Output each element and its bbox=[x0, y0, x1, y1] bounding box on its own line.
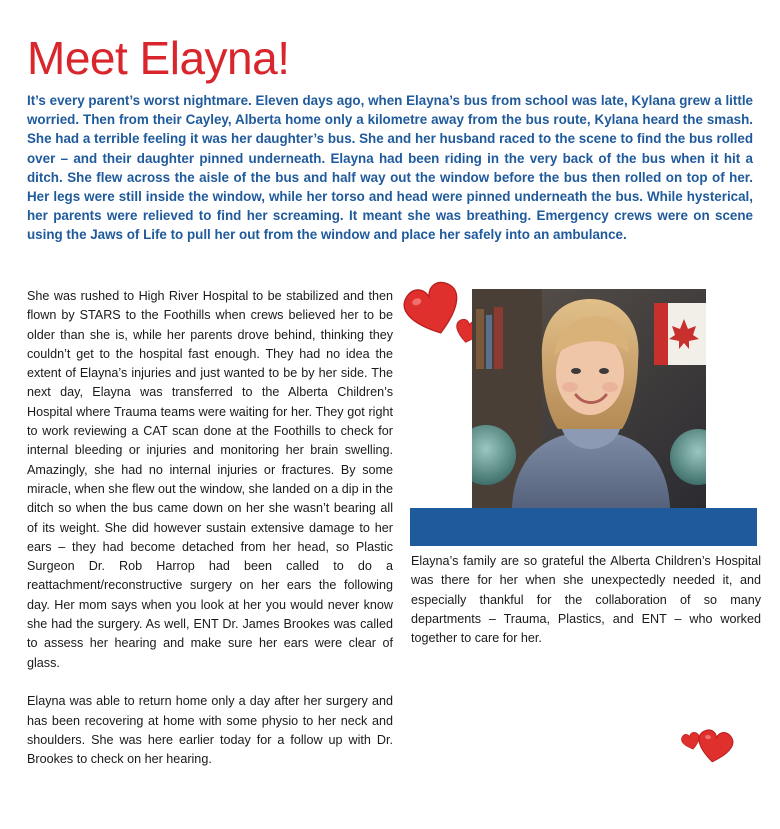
photo-caption-bar bbox=[410, 508, 757, 546]
heart-icon bbox=[694, 725, 736, 767]
body-paragraph-1: She was rushed to High River Hospital to be stabilized and then flown by STARS to the Foothills when crews believed her to be older than she is, while her parents drove behind, thinking they couldn’t get to the hospital fast enough. They had no idea the extent of Elayna’s injuries and just wanted to be by her side. The next day, Elayna was transferred to the Alberta Children’s Hospital where Trauma teams were waiting for her. They got right to work reviewing a CAT scan done at the Foothills to check for internal bleeding or injuries and monitoring her brain swelling. Amazingly, she had no internal injuries or fractures. By some miracle, when she flew out the window, she landed on a dip in the ditch so when the bus came down on her she wasn’t bearing all of its weight. She did however sustain extensive damage to her ears – they had become detached from her head, so Plastic Surgeon Dr. Rob Harrop had been called to do a reattachment/reconstructive surgery on her ears the following day. Her mom says when you look at her you would never know she had the surgery. As well, ENT Dr. James Brookes was called to assess her hearing and make sure her ears were clear of glass. bbox=[27, 289, 393, 670]
page-title: Meet Elayna! bbox=[27, 32, 290, 84]
portrait-illustration bbox=[472, 289, 706, 508]
lead-paragraph: It’s every parent’s worst nightmare. Eleven days ago, when Elayna’s bus from school was late, Kylana grew a little worried. Then from their Cayley, Alberta home only a kilometre away from the bus route, Kylana heard the smash. She had a terrible feeling it was her daughter’s bus. She and her husband raced to the scene to find the bus rolled over – and their daughter pinned underneath. Elayna had been riding in the very back of the bus when it hit a ditch. She flew across the aisle of the bus and half way out the window before the bus then rolled on top of her. Her legs were still inside the window, while her torso and head were pinned underneath the bus. While hysterical, her parents were relieved to find her screaming. It meant she was breathing. Emergency crews were on scene using the Jaws of Life to pull her out from the window and place her safely into an ambulance. bbox=[27, 93, 753, 243]
body-paragraph-2: Elayna was able to return home only a day after her surgery and has been recovering at home with some physio to her neck and shoulders. She was here earlier today for a follow up with Dr. Brookes to check on her hearing. bbox=[27, 694, 393, 767]
story-body bbox=[27, 287, 393, 789]
portrait-photo bbox=[472, 289, 706, 508]
photo-caption: Elayna’s family are so grateful the Alberta Children’s Hospital was there for her when she unexpectedly needed it, and especially thankful for the collaboration of so many departments – Trauma, Plastics, and ENT – who worked together to care for her. bbox=[411, 554, 761, 646]
